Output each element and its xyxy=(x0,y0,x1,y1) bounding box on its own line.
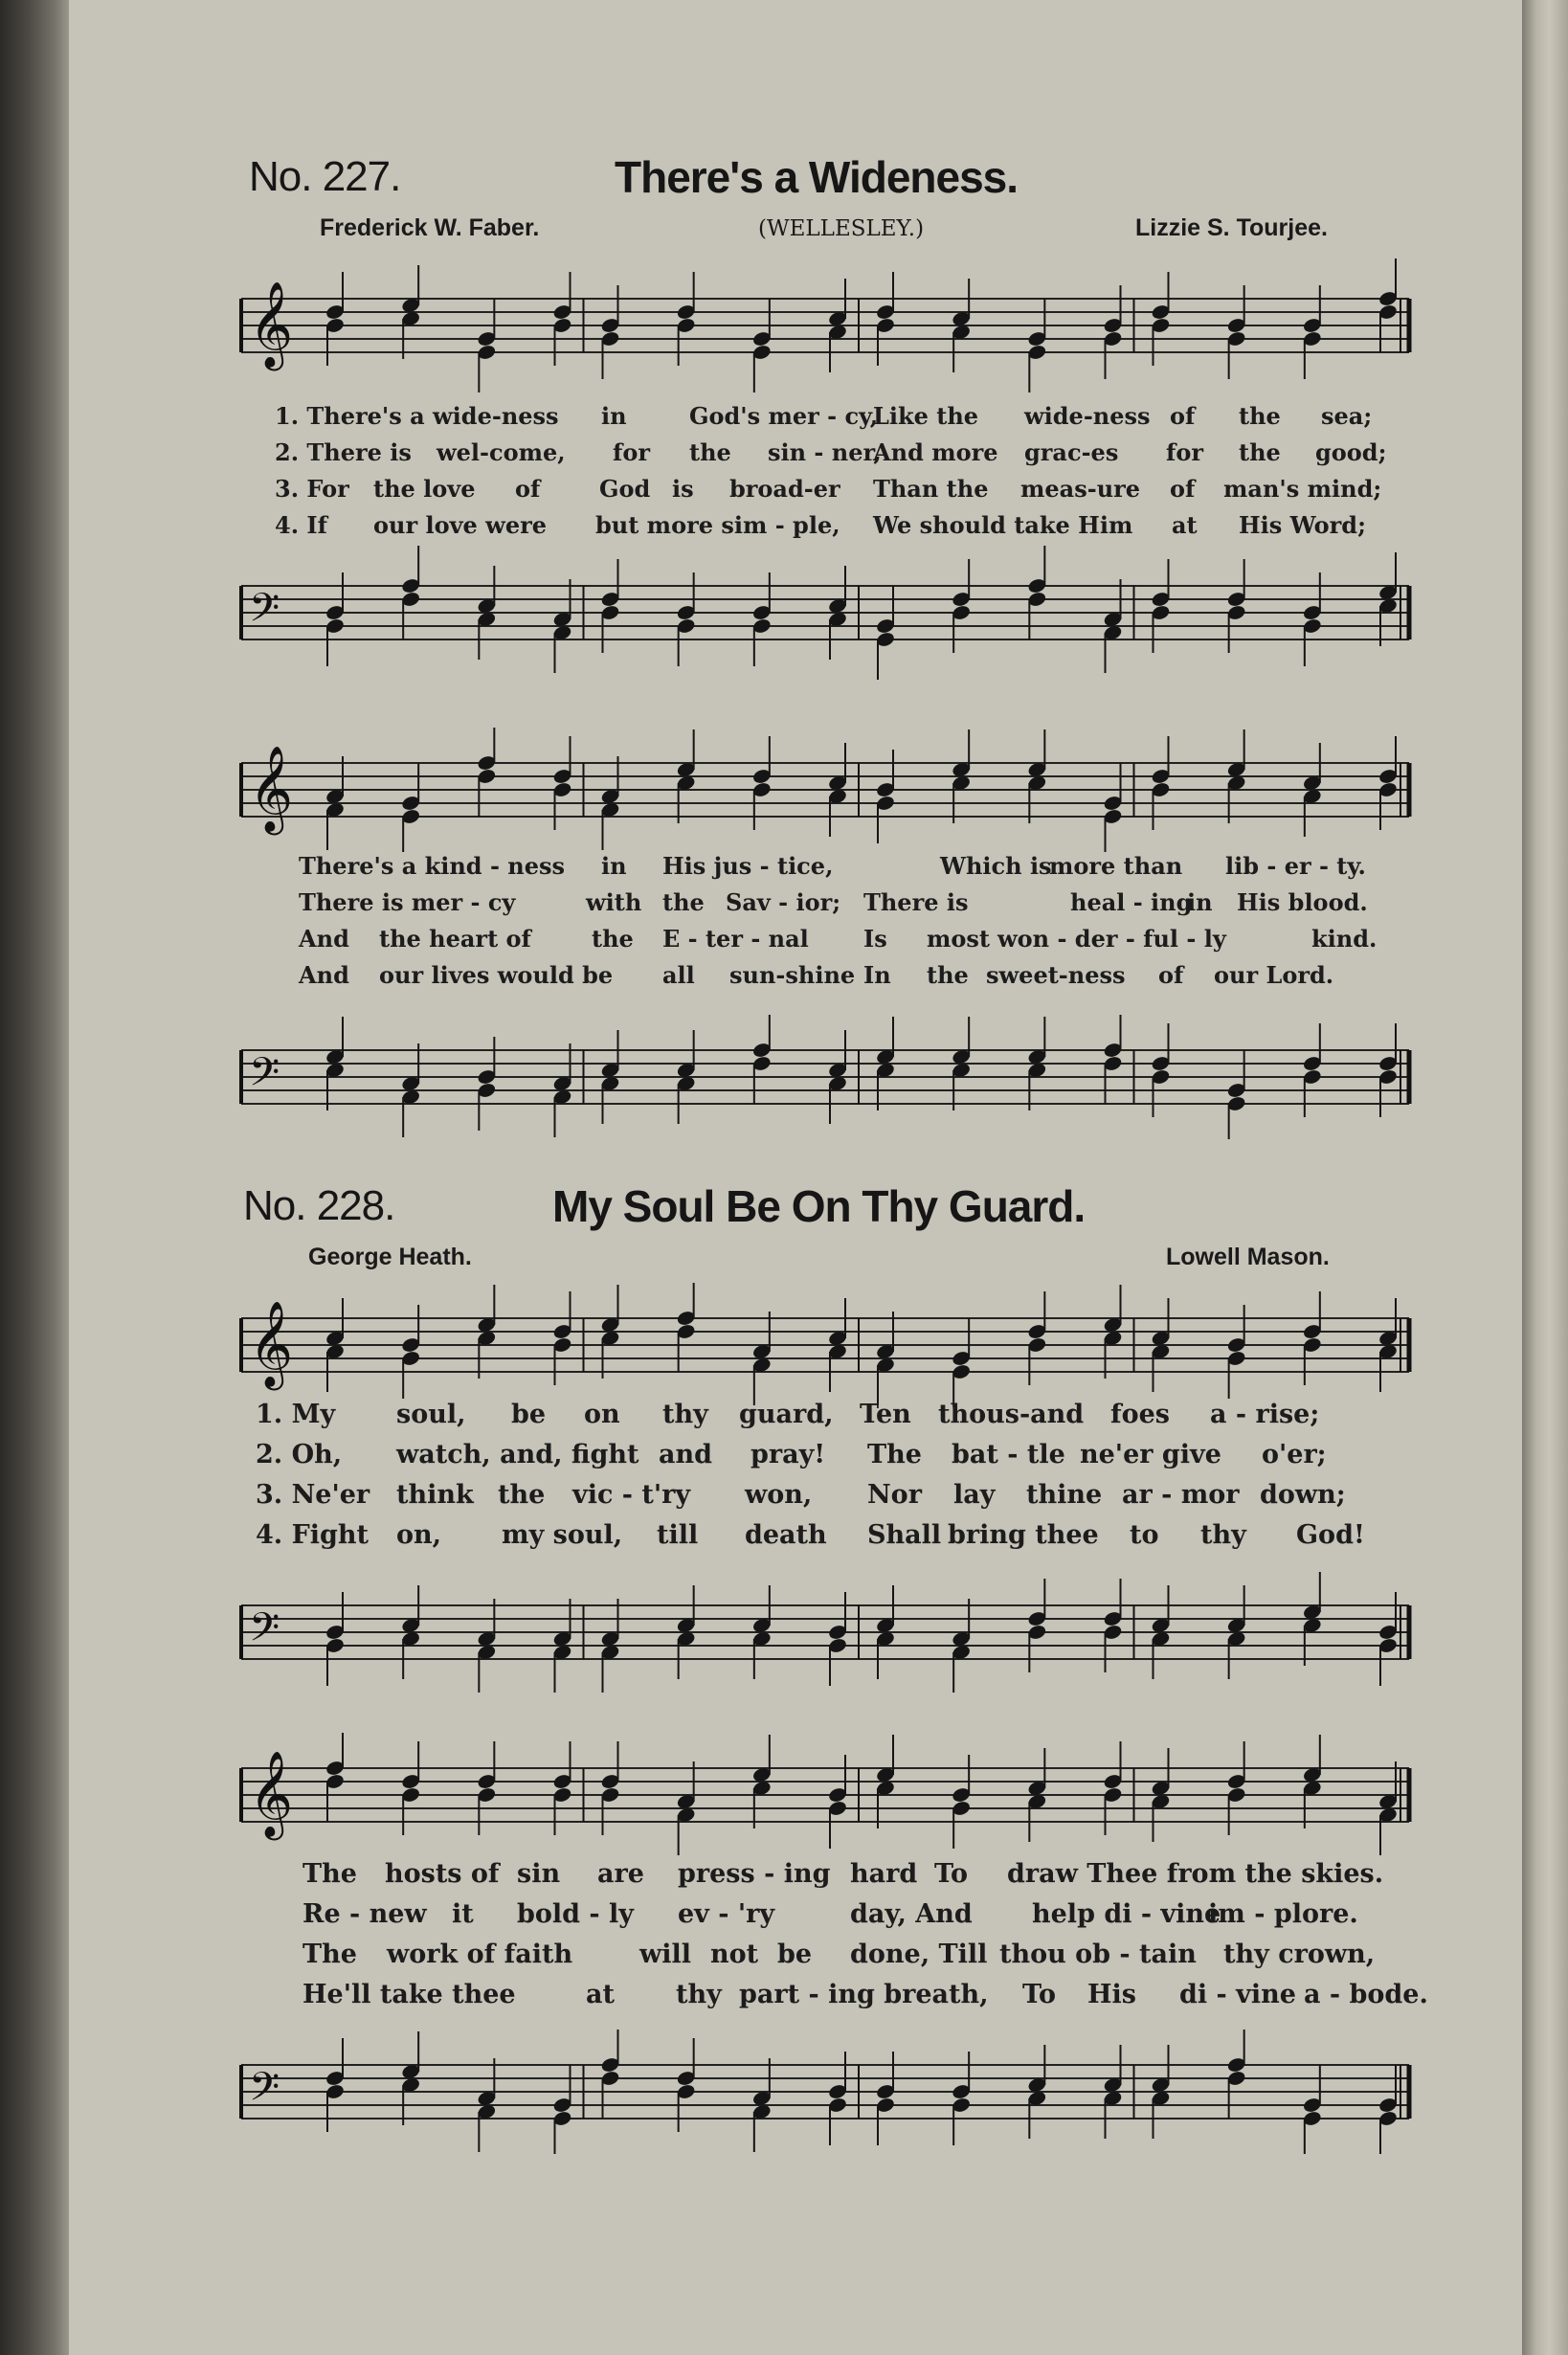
bass-clef-icon: 𝄢 xyxy=(249,1048,280,1105)
staff-drawing xyxy=(69,1283,1522,1407)
hymn-227-system-1-bass-staff xyxy=(69,541,1522,684)
hymn-228-system-2-bass-staff xyxy=(69,2030,1522,2154)
verse-line-1: 1. My soul, be on thy guard, Ten thous-and foes a - rise; xyxy=(256,1400,1320,1429)
hymn-number: No. 228. xyxy=(243,1182,395,1229)
hymn-228-system-2-treble-staff xyxy=(69,1733,1522,1857)
words-author: George Heath. xyxy=(308,1244,472,1270)
staff-drawing xyxy=(69,728,1522,852)
staff-drawing xyxy=(69,2030,1522,2154)
verse-line-2: There is mer - cy with the Sav - ior; There is heal - ing in His blood. xyxy=(299,888,1368,916)
hymn-227-system-1-treble-staff xyxy=(69,258,1522,392)
hymn-227-system-2-treble-staff xyxy=(69,728,1522,852)
staff-drawing xyxy=(69,1733,1522,1857)
hymn-227-system-2-bass-staff xyxy=(69,1015,1522,1139)
verse-line-4: And our lives would be all sun-shine In the sweet-ness of our Lord. xyxy=(299,961,1334,989)
verse-line-3: 3. Ne'er think the vic - t'ry won, Nor lay thine ar - mor down; xyxy=(256,1480,1346,1510)
facing-page-edge xyxy=(1522,0,1568,2355)
hymn-title: My Soul Be On Thy Guard. xyxy=(552,1181,1086,1231)
words-author: Frederick W. Faber. xyxy=(320,214,540,241)
verse-line-2: 2. There is wel-come, for the sin - ner, And more grac-es for the good; xyxy=(275,438,1387,466)
verse-line-4: 4. If our love were but more sim - ple, We should take Him at His Word; xyxy=(275,511,1366,539)
bass-clef-icon: 𝄢 xyxy=(249,584,280,640)
hymn-title: There's a Wideness. xyxy=(615,152,1019,202)
staff-drawing xyxy=(69,258,1522,392)
verse-line-3: The work of faith will not be done, Till thou ob - tain thy crown, xyxy=(302,1940,1376,1969)
treble-clef-icon: 𝄞 xyxy=(249,1751,294,1838)
verse-line-1: 1. There's a wide-ness in God's mer - cy, Like the wide-ness of the sea; xyxy=(275,402,1373,430)
tune-name: (WELLESLEY.) xyxy=(758,216,925,241)
verse-line-1: The hosts of sin are press - ing hard To draw Thee from the skies. xyxy=(302,1859,1384,1889)
verse-line-2: 2. Oh, watch, and, fight and pray! The bat - tle ne'er give o'er; xyxy=(256,1440,1327,1469)
treble-clef-icon: 𝄞 xyxy=(249,281,294,369)
hymn-228-system-1-bass-staff xyxy=(69,1570,1522,1694)
music-composer: Lizzie S. Tourjee. xyxy=(1135,214,1328,241)
bass-clef-icon: 𝄢 xyxy=(249,1604,280,1660)
verse-line-2: Re - new it bold - ly ev - 'ry day, And help di - vine im - plore. xyxy=(302,1899,1358,1929)
verse-line-4: 4. Fight on, my soul, till death Shall bring thee to thy God! xyxy=(256,1520,1365,1550)
treble-clef-icon: 𝄞 xyxy=(249,1301,294,1388)
treble-clef-icon: 𝄞 xyxy=(249,746,294,833)
verse-line-1: There's a kind - ness in His jus - tice, Which is more than lib - er - ty. xyxy=(299,852,1366,880)
verse-line-3: 3. For the love of God is broad-er Than the meas-ure of man's mind; xyxy=(275,475,1382,503)
music-composer: Lowell Mason. xyxy=(1166,1244,1330,1270)
verse-line-4: He'll take thee at thy part - ing breath, To His di - vine a - bode. xyxy=(302,1980,1428,2009)
staff-drawing xyxy=(69,1015,1522,1139)
book-binding-edge xyxy=(0,0,69,2355)
staff-drawing xyxy=(69,541,1522,684)
verse-line-3: And the heart of the E - ter - nal Is most won - der - ful - ly kind. xyxy=(299,925,1378,953)
hymn-number: No. 227. xyxy=(249,153,401,200)
bass-clef-icon: 𝄢 xyxy=(249,2063,280,2120)
hymn-228-system-1-treble-staff xyxy=(69,1283,1522,1407)
hymnal-page xyxy=(69,0,1522,2355)
staff-drawing xyxy=(69,1570,1522,1694)
